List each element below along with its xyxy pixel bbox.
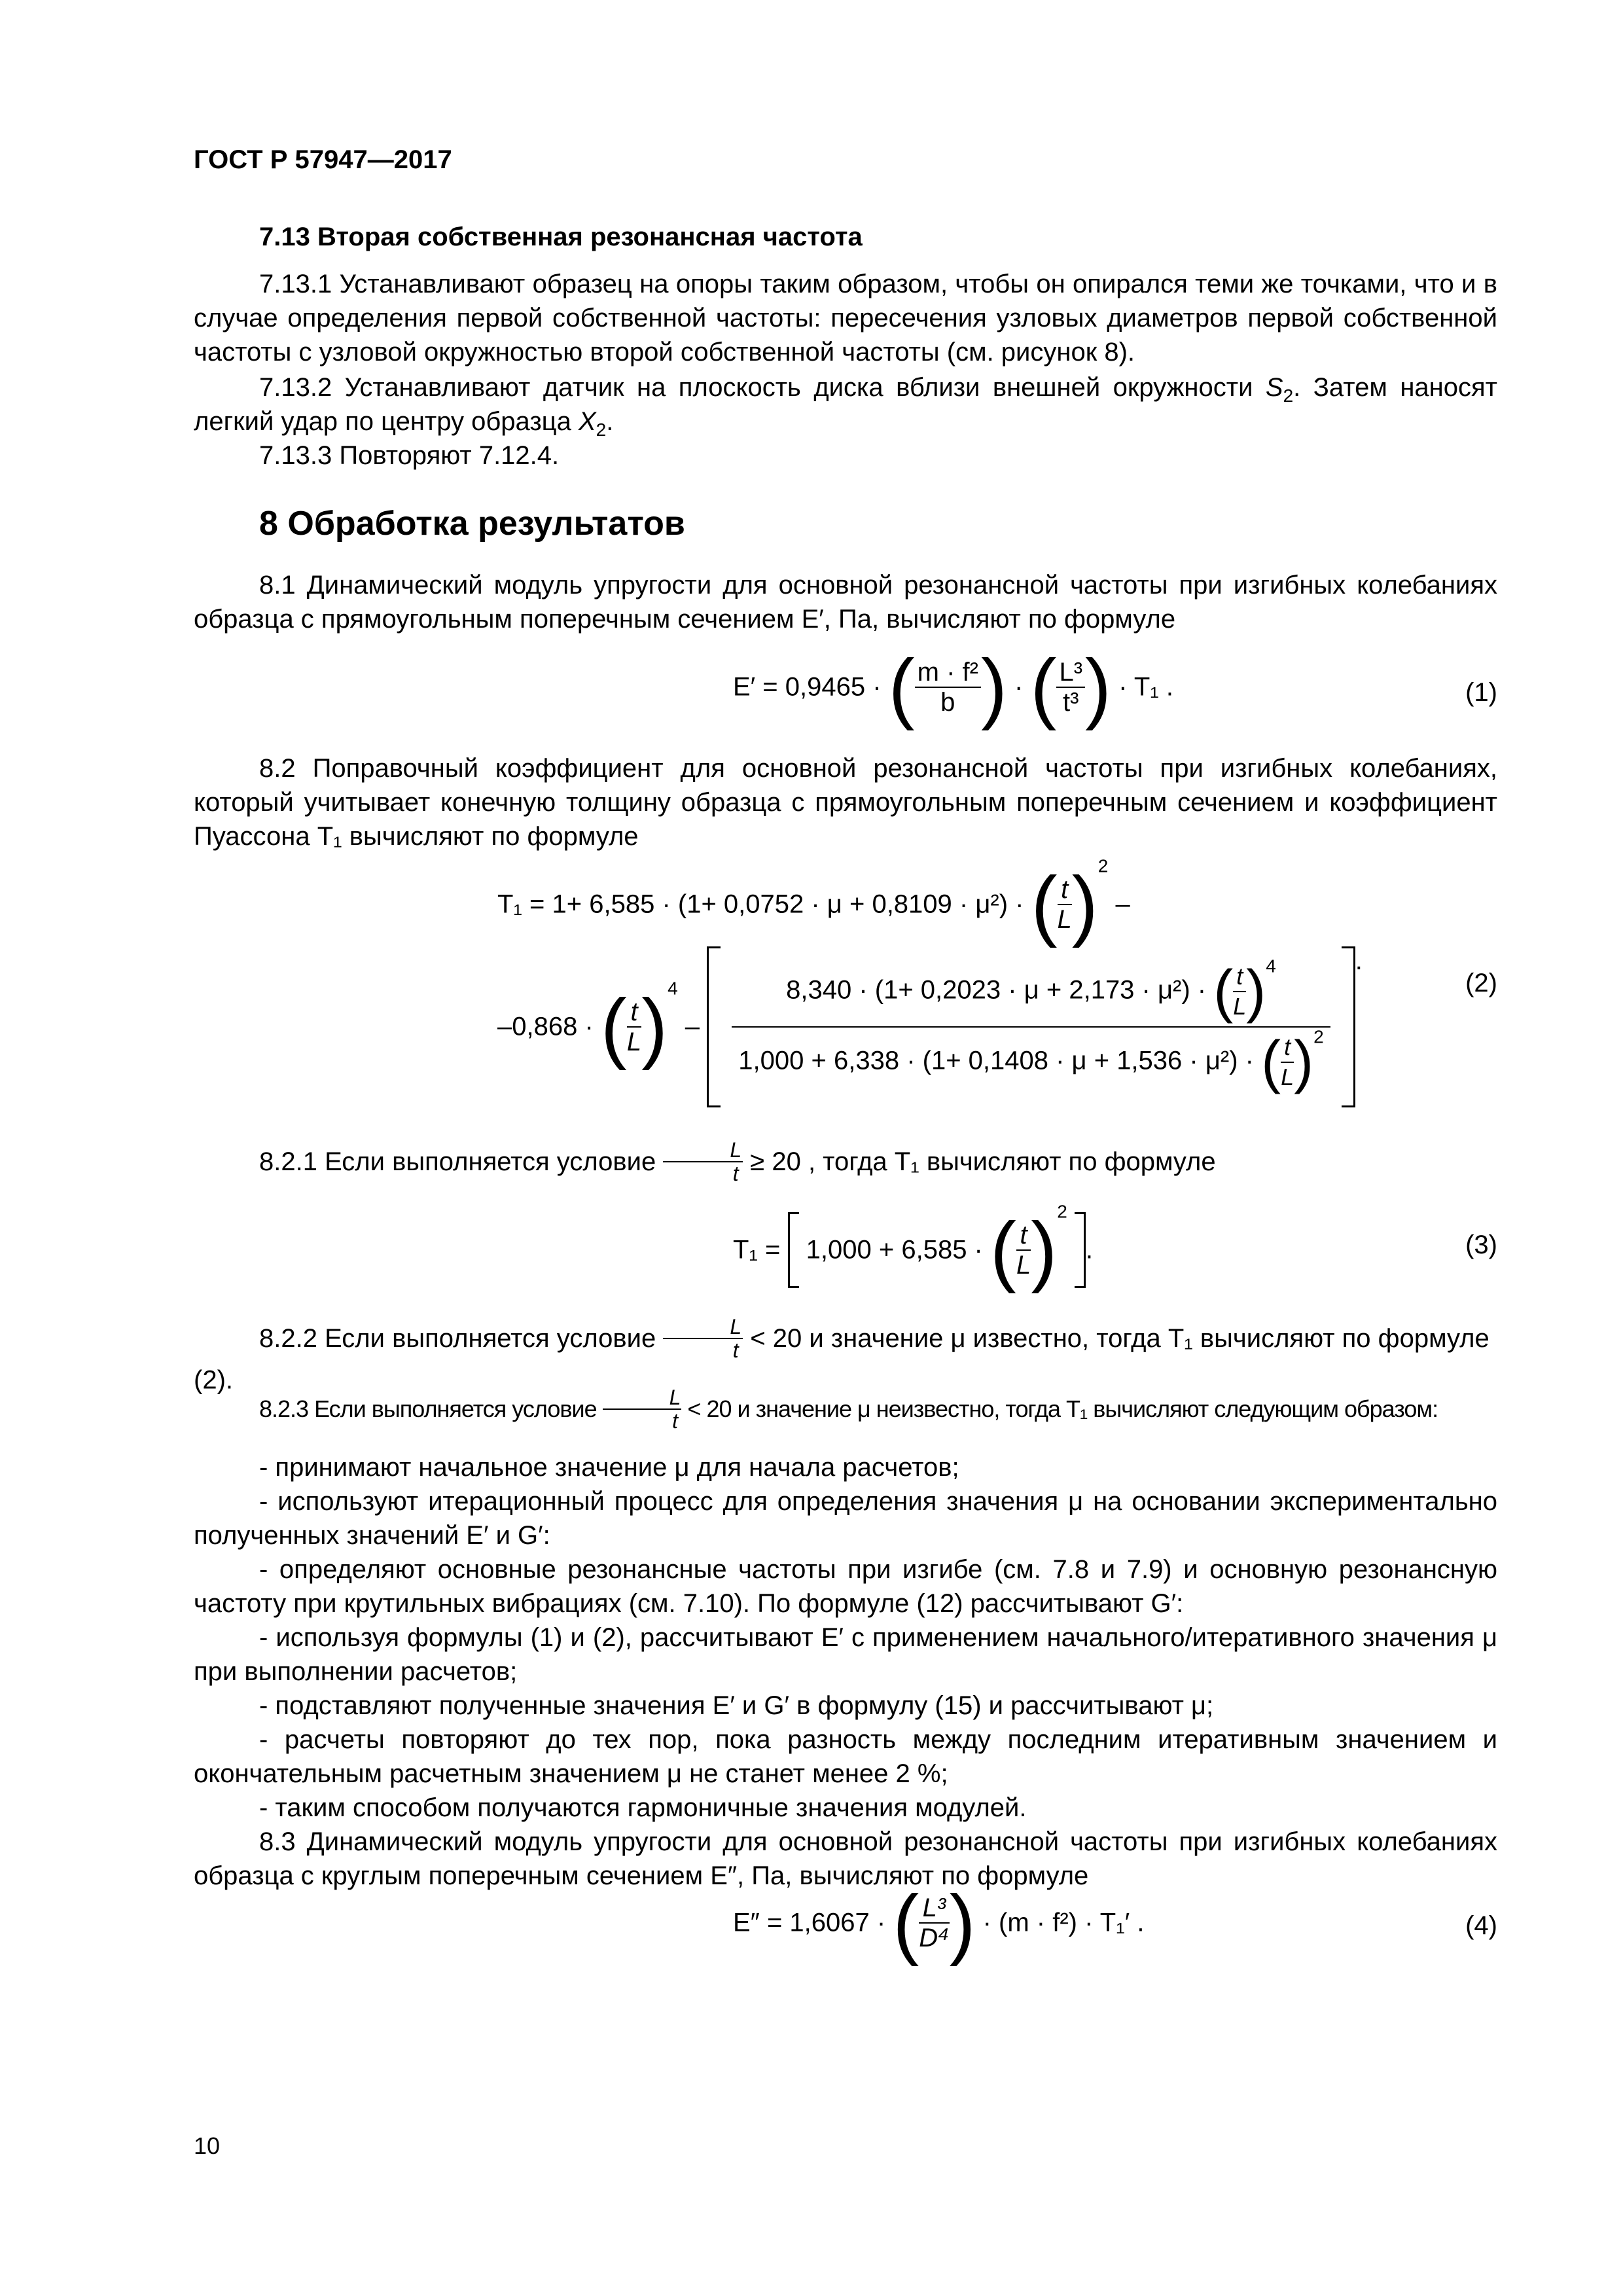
f4-tail: · (m · f²) · T₁′ . [982,1908,1145,1937]
f1-num1: m · f² [915,658,981,688]
formula-2-line-1: T₁ = 1+ 6,585 · (1+ 0,0752 · μ + 0,8109 · μ²) · ( $\frac{t}{L}$ )$^2$ – [497,855,1130,948]
f2-t: t [1061,875,1069,904]
symbol-s: S [1265,373,1283,402]
f2-pow2: 2 [1097,855,1109,876]
p822-a: 8.2.2 Если выполняется условие [259,1324,656,1353]
f2-minus2: – [685,1012,700,1041]
list-item: - подставляют полученные значения E′ и G′ в формулу (15) и рассчитывают μ; [259,1691,1214,1720]
f1-tail: · T₁ . [1118,672,1174,702]
paragraph-7-13-1: 7.13.1 Устанавливают образец на опоры таким образом, чтобы он опирался теми же точками, что и в случае определения первой собственной частоты: пересечения узловых диаметров первой собственной частоты с узловой окружностью второй собственной частоты (см. рисунок 8). [194,270,1497,367]
p822-frac-t: t [732,1338,739,1362]
list-item: - определяют основные резонансные частоты при изгибе (см. 7.8 и 7.9) и основную резонансную частоту при крутильных вибрациях (см. 7.10). По формуле (12) рассчитывают G′: [194,1555,1497,1618]
p821-a: 8.2.1 Если выполняется условие [259,1147,656,1176]
f3-dot: . [1085,1235,1094,1265]
f2-L3: L [1233,993,1247,1020]
p-7-13-2-text: 7.13.2 Устанавливают датчик на плоскость диска вблизи внешней окружности [259,373,1253,402]
f2-minus: – [1115,889,1130,919]
f3-L: L [1016,1251,1031,1280]
formula-number-1: (1) [1465,678,1497,707]
paragraph-7-13-2 [194,370,1497,439]
list-item: - используют итерационный процесс для определения значения μ на основании экспериментально полученных значений E′ и G′: [194,1487,1497,1550]
f2-L2: L [626,1028,642,1056]
f1-num2: L³ [1056,658,1085,688]
f2-t3: t [1236,963,1243,990]
f4-den: D⁴ [919,1924,950,1952]
formula-number-2: (2) [1465,969,1497,997]
f3-inner: 1,000 + 6,585 · [806,1235,983,1265]
section-heading-8: 8 Обработка результатов [259,505,685,543]
p-7-13-2-end: . [606,407,614,436]
p823-frac-t: t [672,1409,677,1433]
f2-pow2b: 2 [1313,1026,1324,1047]
document-header: ГОСТ Р 57947—2017 [194,145,452,174]
list-item: - таким способом получаются гармоничные значения модулей. [259,1793,1027,1822]
f2-den: 1,000 + 6,338 · (1+ 0,1408 · μ + 1,536 · μ²) · [738,1046,1254,1075]
formula-2-line-2: –0,868 · ( $\frac{t}{L}$ )$^4$ – 8,340 · (1+ 0,2023 · μ + 2,173 · μ²) · ( $\frac{t}{L}$ )$^4$ 1,000 + 6,338 · (1+ 0,1408 · μ + 1,536 · μ²) · ( $\frac{t}{L}$ )$^2$ . [497,946,1363,1107]
paragraph-8-2-3 [194,1386,1497,1432]
list-item: - принимают начальное значение μ для начала расчетов; [259,1453,959,1482]
f2-num: 8,340 · (1+ 0,2023 · μ + 2,173 · μ²) · [786,975,1207,1005]
p-7-13-2-mid: . Затем наносят легкий удар по центру образца [194,373,1497,436]
f2-L4: L [1281,1064,1294,1090]
procedure-list [194,1450,1497,1893]
page-number: 10 [194,2132,221,2159]
f2-dot: . [1355,946,1363,975]
list-item: - используя формулы (1) и (2), рассчитывают E′ с применением начального/итеративного значения μ при выполнении расчетов; [194,1623,1497,1686]
p823-frac-L: L [669,1386,681,1409]
f1-den1: b [940,688,955,717]
f1-lhs: E′ = 0,9465 · [733,672,882,702]
f2-pow4b: 4 [1266,956,1276,977]
formula-3: T₁ = 1,000 + 6,585 · ( $\frac{t}{L}$ )$^2$ . [733,1201,1094,1294]
f2-line2-lhs: –0,868 · [497,1012,594,1041]
f1-den2: t³ [1063,688,1079,717]
p821-b: ≥ 20 , тогда T₁ вычисляют по формуле [750,1147,1216,1176]
p823-a: 8.2.3 Если выполняется условие [259,1395,597,1422]
formula-number-3: (3) [1465,1230,1497,1259]
paragraph-8-2: 8.2 Поправочный коэффициент для основной резонансной частоты при изгибных колебаниях, который учитывает конечную толщину образца с прямоугольным поперечным сечением и коэффициент Пуассона T₁ вычисляют по формуле [194,754,1497,851]
symbol-s-sub: 2 [1283,386,1294,406]
formula-4: E″ = 1,6067 · ( $\frac{\text{L³}}{\text{D⁴}}$ ) · (m · f²) · T₁′ . [733,1879,1145,1967]
formula-1: E′ = 0,9465 · ( $\frac{\text{m · f²}}{b}$ ) · ( $\frac{\text{L³}}{\text{t³}}$ ) · T₁ . [733,643,1174,731]
paragraph-8-1: 8.1 Динамический модуль упругости для основной резонансной частоты при изгибных колебаниях образца с прямоугольным поперечным сечением E′, Па, вычисляют по формуле [194,571,1497,634]
f2-pow4: 4 [668,978,678,999]
p821-frac-t: t [732,1162,739,1185]
p821-frac-L: L [730,1138,742,1162]
section-heading-7-13: 7.13 Вторая собственная резонансная частота [259,223,863,251]
paragraph-8-2-2 [194,1316,1497,1397]
f2-t4: t [1284,1033,1291,1060]
f2-t2: t [630,997,638,1026]
p822-b: < 20 и значение μ известно, тогда T₁ вычисляют по формуле (2). [194,1324,1489,1395]
symbol-x-sub: 2 [596,420,607,440]
list-item: - расчеты повторяют до тех пор, пока разность между последним итеративным значением и окончательным расчетным значением μ не станет менее 2 %; [194,1725,1497,1788]
paragraph-8-2-1 [194,1139,1497,1185]
f4-num: L³ [922,1893,946,1922]
f2-line1: T₁ = 1+ 6,585 · (1+ 0,0752 · μ + 0,8109 · μ²) · [497,889,1024,919]
p823-b: < 20 и значение μ неизвестно, тогда T₁ вычисляют следующим образом: [687,1395,1438,1422]
f2-L: L [1057,905,1072,934]
paragraph-8-3: 8.3 Динамический модуль упругости для основной резонансной частоты при изгибных колебаниях образца с круглым поперечным сечением E″, Па, вычисляют по формуле [194,1827,1497,1890]
f3-t: t [1020,1221,1027,1249]
paragraph-7-13-3: 7.13.3 Повторяют 7.12.4. [259,441,560,470]
p822-frac-L: L [730,1315,742,1338]
f4-lhs: E″ = 1,6067 · [733,1908,886,1937]
formula-number-4: (4) [1465,1911,1497,1940]
f3-pow2: 2 [1057,1201,1067,1222]
f3-lhs: T₁ = [733,1235,781,1265]
symbol-x: X [578,407,596,436]
